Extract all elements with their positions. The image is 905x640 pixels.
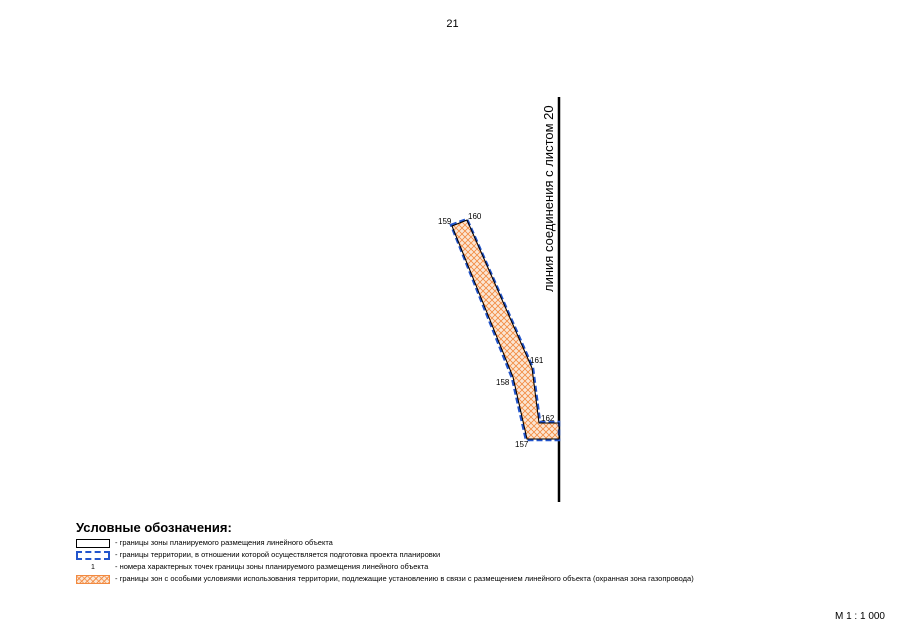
territory-boundary-symbol	[76, 551, 110, 560]
legend-text: - номера характерных точек границы зоны планируемого размещения линейного объекта	[115, 562, 429, 571]
legend-item	[76, 549, 796, 561]
point-label-161: 161	[530, 356, 544, 365]
point-label-162: 162	[541, 414, 555, 423]
hatch-zone-symbol	[76, 575, 110, 584]
point-label-158: 158	[496, 378, 510, 387]
point-label-159: 159	[438, 217, 452, 226]
sheet-join-label: линия соединения с листом 20	[541, 105, 556, 292]
legend-item	[76, 561, 796, 573]
point-number-sample: 1	[91, 563, 95, 571]
object-boundary-symbol	[76, 539, 110, 548]
legend-text: - границы территории, в отношении которой осуществляется подготовка проекта планировки	[115, 550, 441, 559]
map-scale: М 1 : 1 000	[834, 611, 885, 622]
legend	[76, 520, 796, 585]
point-label-157: 157	[515, 440, 529, 449]
point-number-symbol	[76, 563, 110, 572]
legend-item	[76, 573, 796, 585]
point-label-160: 160	[468, 212, 482, 221]
legend-text: - границы зоны планируемого размещения линейного объекта	[115, 538, 333, 547]
legend-title: Условные обозначения:	[76, 520, 232, 535]
legend-item	[76, 537, 796, 549]
legend-text: - границы зон с особыми условиями использования территории, подлежащие установлению в связи с размещением линейного объекта (охранная зона газопровода)	[115, 574, 694, 583]
page-number: 21	[446, 18, 459, 30]
